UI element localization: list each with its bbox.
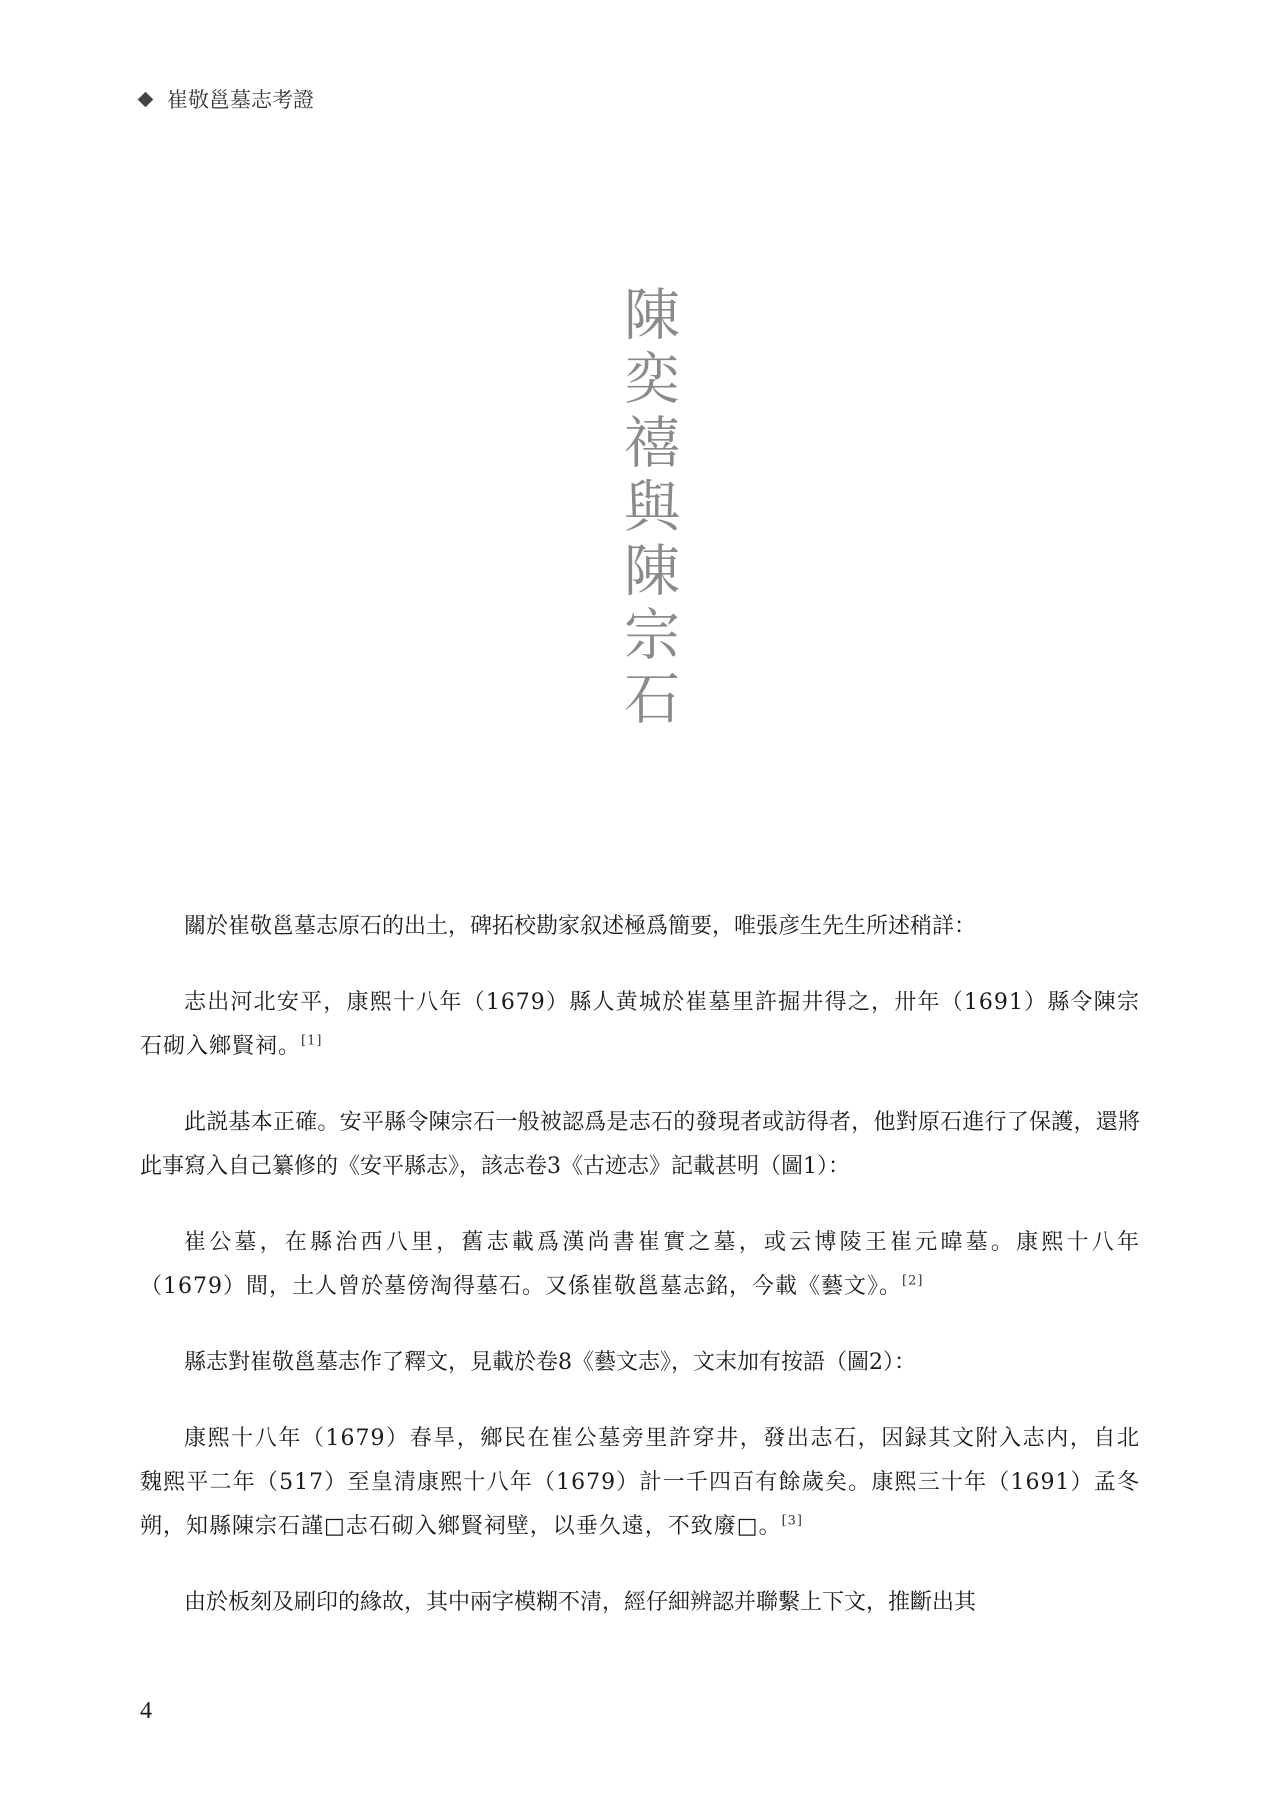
page-number: 4 (140, 1698, 152, 1724)
block-quote: 崔公墓，在縣治西八里，舊志載爲漢尚書崔實之墓，或云博陵王崔元暐墓。康熙十八年（1679）間，土人曾於墓傍淘得墓石。又係崔敬邕墓志銘，今載《藝文》。[2] (140, 1230, 1140, 1299)
block-quote: 志出河北安平，康熙十八年（1679）縣人黄城於崔墓里許掘井得之，卅年（1691）縣令陳宗石砌入鄉賢祠。[1] (140, 990, 1140, 1059)
paragraph: 由於板刻及刷印的緣故，其中兩字模糊不清，經仔細辨認并聯繫上下文，推斷出其 (184, 1590, 977, 1615)
chapter-title: 陳奕禧與陳宗石 (615, 285, 680, 733)
footnote-ref[interactable]: [3] (781, 1513, 803, 1529)
diamond-bullet-icon (138, 91, 154, 107)
paragraph: 縣志對崔敬邕墓志作了釋文，見載於卷8《藝文志》，文末加有按語（圖2）： (184, 1350, 916, 1375)
block-quote: 康熙十八年（1679）春旱，鄉民在崔公墓旁里許穿井，發出志石，因録其文附入志内，自北魏熙平二年（517）至皇清康熙十八年（1679）計一千四百有餘歲矣。康熙三十年（1691）孟冬朔，知縣陳宗石謹□志石砌入鄉賢祠壁，以垂久遠，不致廢□。[3] (140, 1426, 1140, 1539)
running-title: 崔敬邕墓志考證 (167, 88, 314, 112)
paragraph: 關於崔敬邕墓志原石的出土，碑拓校勘家叙述極爲簡要，唯張彦生先生所述稍詳： (184, 914, 977, 939)
footnote-ref[interactable]: [2] (902, 1273, 924, 1289)
body-text (140, 905, 1140, 1657)
running-header (140, 84, 314, 114)
footnote-ref[interactable]: [1] (301, 1033, 323, 1049)
paragraph: 此説基本正確。安平縣令陳宗石一般被認爲是志石的發現者或訪得者，他對原石進行了保護，還將此事寫入自己纂修的《安平縣志》，該志卷3《古迹志》記載甚明（圖1）： (140, 1110, 1140, 1179)
